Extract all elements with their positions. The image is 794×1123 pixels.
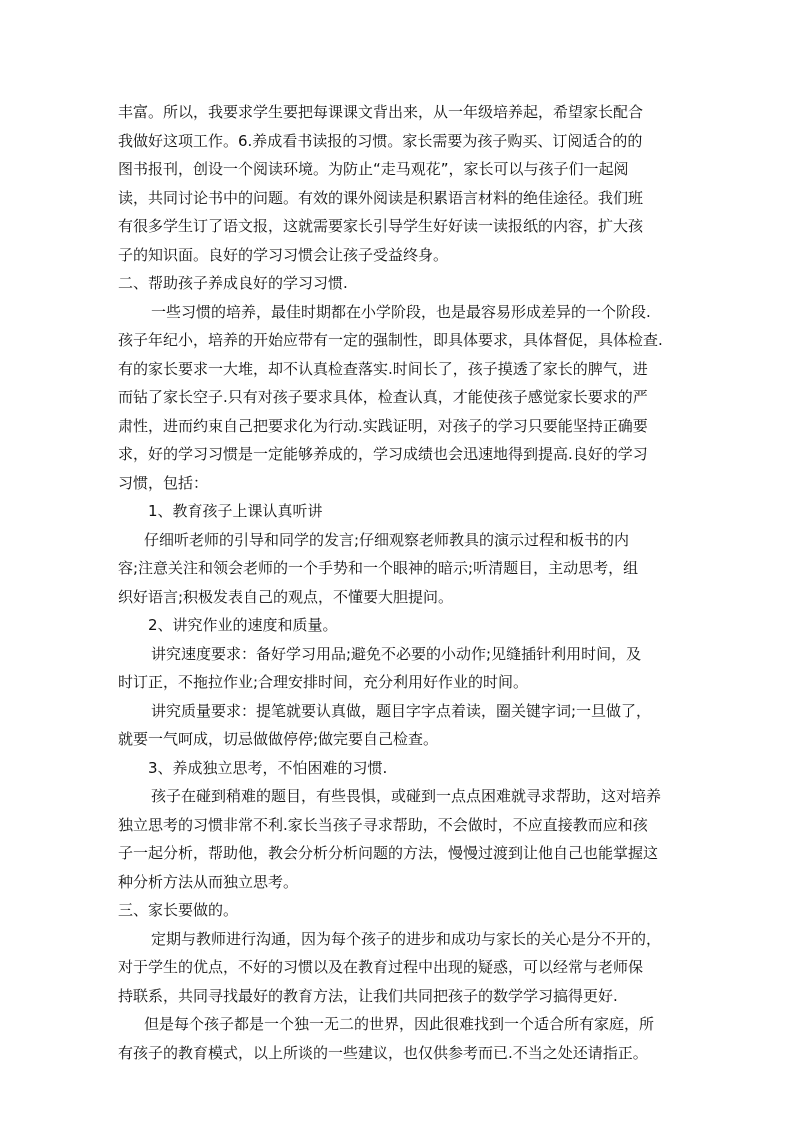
paragraph-line: 有很多学生订了语文报，这就需要家长引导学生好好读一读报纸的内容，扩大孩 xyxy=(118,217,644,235)
paragraph-line: 有的家长要求一大堆，却不认真检查落实.时间长了，孩子摸透了家长的脾气，进 xyxy=(118,359,648,378)
paragraph-line: 但是每个孩子都是一个独一无二的世界，因此很难找到一个适合所有家庭，所 xyxy=(144,1015,655,1033)
paragraph-line: 而钻了家长空子.只有对孩子要求具体，检查认真，才能使孩子感觉家长要求的严 xyxy=(118,388,648,406)
paragraph-line: 种分析方法从而独立思考。 xyxy=(118,872,299,891)
paragraph-line: 读，共同讨论书中的问题。有效的课外阅读是积累语言材料的绝佳途径。我们班 xyxy=(118,188,644,207)
paragraph-line: 织好语言;积极发表自己的观点，不懂要大胆提问。 xyxy=(118,587,454,606)
paragraph-line: 时订正，不拖拉作业;合理安排时间，充分利用好作业的时间。 xyxy=(118,673,529,691)
paragraph-line: 定期与教师进行沟通，因为每个孩子的进步和成功与家长的关心是分不开的， xyxy=(151,929,662,948)
paragraph-line: 习惯，包括： xyxy=(118,473,209,492)
paragraph-line: 求，好的学习习惯是一定能够养成的，学习成绩也会迅速地得到提高.良好的学习 xyxy=(118,445,648,463)
subsection-heading: 3、养成独立思考，不怕困难的习惯. xyxy=(148,758,388,777)
paragraph-line: 肃性，进而约束自己把要求化为行动.实践证明，对孩子的学习只要能坚持正确要 xyxy=(118,416,648,435)
paragraph-line: 对于学生的优点，不好的习惯以及在教育过程中出现的疑惑，可以经常与老师保 xyxy=(118,958,644,976)
paragraph-line: 独立思考的习惯非常不利.家长当孩子寻求帮助，不会做时，不应直接教而应和孩 xyxy=(118,815,648,834)
paragraph-line: 仔细听老师的引导和同学的发言;仔细观察老师教具的演示过程和板书的内 xyxy=(144,530,630,549)
paragraph-line: 我做好这项工作。6.养成看书读报的习惯。家长需要为孩子购买、订阅适合的的 xyxy=(118,131,643,150)
paragraph-line: 图书报刊，创设一个阅读环境。为防止“走马观花”，家长可以与孩子们一起阅 xyxy=(118,160,629,178)
paragraph-line: 一些习惯的培养，最佳时期都在小学阶段，也是最容易形成差异的一个阶段. xyxy=(151,302,651,321)
subsection-heading: 2、讲究作业的速度和质量。 xyxy=(148,616,338,634)
paragraph-line: 持联系，共同寻找最好的教育方法，让我们共同把孩子的数学学习搞得更好. xyxy=(118,986,618,1005)
section-heading: 三、家长要做的。 xyxy=(118,901,239,919)
paragraph-line: 丰富。所以，我要求学生要把每课课文背出来，从一年级培养起，希望家长配合 xyxy=(118,103,644,121)
subsection-heading: 1、教育孩子上课认真听讲 xyxy=(148,502,323,520)
paragraph-line: 孩子在碰到稍难的题目，有些畏惧，或碰到一点点困难就寻求帮助，这对培养 xyxy=(151,787,662,805)
paragraph-line: 就要一气呵成，切忌做做停停;做完要自己检查。 xyxy=(118,730,439,748)
paragraph-line: 子的知识面。良好的学习习惯会让孩子受益终身。 xyxy=(118,245,449,264)
paragraph-line: 容;注意关注和领会老师的一个手势和一个眼神的暗示;听清题目，主动思考，组 xyxy=(118,559,639,577)
paragraph-line: 孩子年纪小，培养的开始应带有一定的强制性，即具体要求，具体督促，具体检查. xyxy=(118,331,663,349)
paragraph-line: 有孩子的教育模式，以上所谈的一些建议，也仅供参考而已.不当之处还请指正。 xyxy=(118,1043,648,1062)
paragraph-line: 子一起分析，帮助他，教会分析分析问题的方法，慢慢过渡到让他自己也能掌握这 xyxy=(118,844,659,862)
paragraph-line: 讲究速度要求：备好学习用品;避免不必要的小动作;见缝插针利用时间，及 xyxy=(151,644,642,663)
section-heading: 二、帮助孩子养成良好的学习习惯. xyxy=(118,274,348,292)
document-body xyxy=(118,98,678,1067)
paragraph-line: 讲究质量要求：提笔就要认真做，题目字字点着读，圈关键字词;一旦做了， xyxy=(151,701,652,720)
